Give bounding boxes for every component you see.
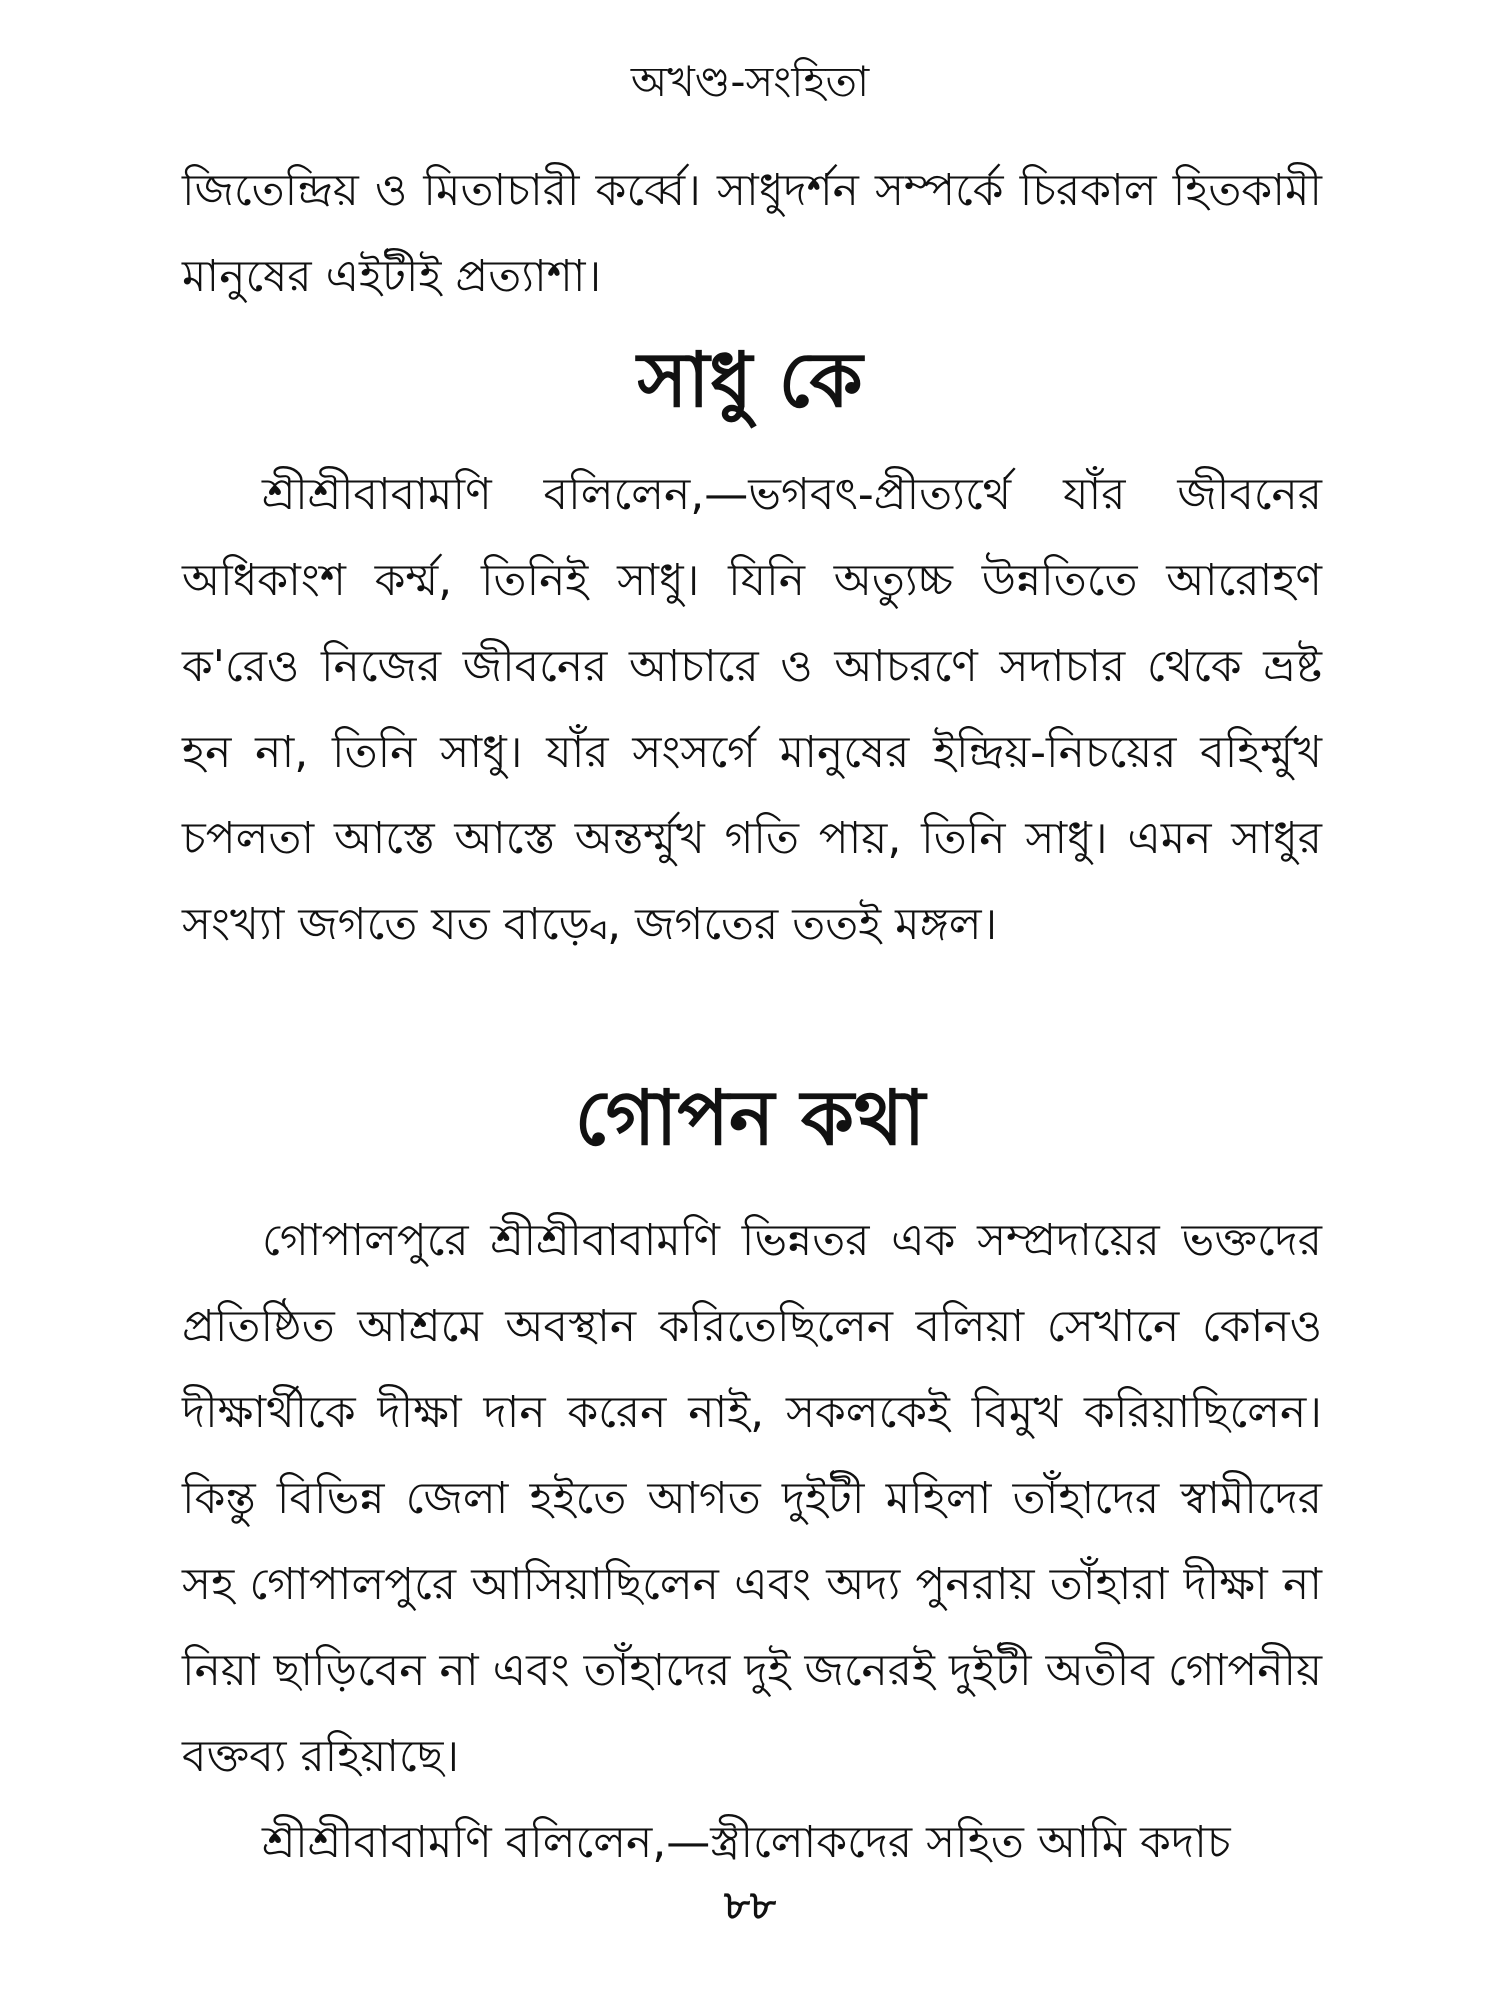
section1-block xyxy=(182,452,1322,968)
section2-block xyxy=(182,1198,1322,1886)
section-heading-gopan-katha: গোপন কথা xyxy=(574,1073,926,1162)
page-number: ৮৮ xyxy=(724,1883,776,1929)
running-head-title: অখণ্ড-সংহিতা xyxy=(630,57,870,106)
section2-paragraph-1: গোপালপুরে শ্রীশ্রীবাবামণি ভিন্নতর এক সম্প্রদায়ের ভক্তদের প্রতিষ্ঠিত আশ্রমে অবস্থান করিতেছিলেন বলিয়া সেখানে কোনও দীক্ষার্থীকে দীক্ষা দান করেন নাই, সকলকেই বিমুখ করিয়াছিলেন। কিন্তু বিভিন্ন জেলা হইতে আগত দুইটী মহিলা তাঁহাদের স্বামীদের সহ গোপালপুরে আসিয়াছিলেন এবং অদ্য পুনরায় তাঁহারা দীক্ষা না নিয়া ছাড়িবেন না এবং তাঁহাদের দুই জনেরই দুইটী অতীব গোপনীয় বক্তব্য রহিয়াছে। xyxy=(182,1215,1322,1782)
section1-paragraph: শ্রীশ্রীবাবামণি বলিলেন,—ভগবৎ-প্রীত্যর্থে যাঁর জীবনের অধিকাংশ কর্ম্ম, তিনিই সাধু। যিনি অত্যুচ্চ উন্নতিতে আরোহণ ক'রেও নিজের জীবনের আচারে ও আচরণে সদাচার থেকে ভ্রষ্ট হন না, তিনি সাধু। যাঁর সংসর্গে মানুষের ইন্দ্রিয়-নিচয়ের বহির্ম্মুখ চপলতা আস্তে আস্তে অন্তর্ম্মুখ গতি পায়, তিনি সাধু। এমন সাধুর সংখ্যা জগতে যত বাড়্বে, জগতের ততই মঙ্গল। xyxy=(182,469,1322,950)
section-heading-sadhu-ke: সাধু কে xyxy=(637,335,863,424)
section2-paragraph-2: শ্রীশ্রীবাবামণি বলিলেন,—স্ত্রীলোকদের সহিত আমি কদাচ xyxy=(262,1817,1231,1868)
intro-paragraph: জিতেন্দ্রিয় ও মিতাচারী কর্ব্বে। সাধুদর্শন সম্পর্কে চিরকাল হিতকামী মানুষের এইটীই প্রত্যাশা। xyxy=(182,165,1322,302)
intro-block xyxy=(182,148,1322,320)
